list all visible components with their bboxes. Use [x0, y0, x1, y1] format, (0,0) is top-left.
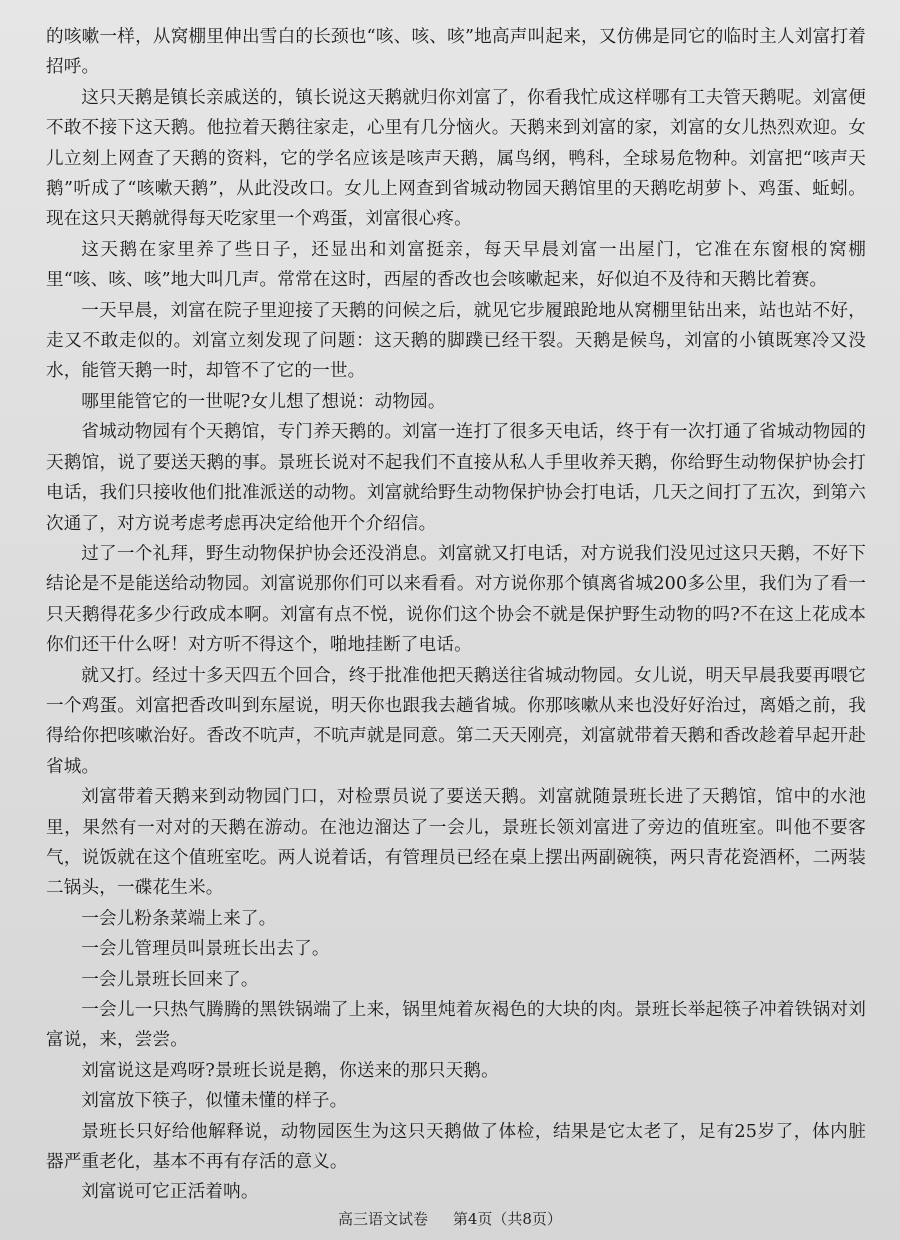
paragraph: 就又打。经过十多天四五个回合，终于批准他把天鹅送往省城动物园。女儿说，明天早晨我要再喂它一个鸡蛋。刘富把香改叫到东屋说，明天你也跟我去趟省城。你那咳嗽从来也没好好治过，离婚之前，我得给你把咳嗽治好。香改不吭声，不吭声就是同意。第二天天刚亮，刘富就带着天鹅和香改趁着早起开赴省城。: [46, 665, 866, 777]
exam-title: 高三语文试卷: [338, 1210, 429, 1228]
paragraph: 这只天鹅是镇长亲戚送的，镇长说这天鹅就归你刘富了，你看我忙成这样哪有工夫管天鹅呢。刘富便不敢不接下这天鹅。他拉着天鹅往家走，心里有几分恼火。天鹅来到刘富的家，刘富的女儿热烈欢迎。女儿立刻上网查了天鹅的资料，它的学名应该是咳声天鹅，属鸟纲，鸭科，全球易危物种。刘富把“咳声天鹅”听成了“咳嗽天鹅”，从此没改口。女儿上网查到省城动物园天鹅馆里的天鹅吃胡萝卜、鸡蛋、蚯蚓。现在这只天鹅就得每天吃家里一个鸡蛋，刘富很心疼。: [46, 87, 866, 230]
paragraph: 的咳嗽一样，从窝棚里伸出雪白的长颈也“咳、咳、咳”地高声叫起来，又仿佛是同它的临时主人刘富打着招呼。: [46, 27, 866, 78]
page-number: 第4页（共8页）: [452, 1210, 562, 1228]
paragraph: 一天早晨，刘富在院子里迎接了天鹅的问候之后，就见它步履踉跄地从窝棚里钻出来，站也站不好，走又不敢走似的。刘富立刻发现了问题：这天鹅的脚蹼已经干裂。天鹅是候鸟，刘富的小镇既寒冷又没水，能管天鹅一时，却管不了它的一世。: [46, 300, 866, 382]
paragraph: 刘富说可它正活着呐。: [81, 1182, 259, 1203]
paragraph: 这天鹅在家里养了些日子，还显出和刘富挺亲，每天早晨刘富一出屋门，它准在东窗根的窝棚里“咳、咳、咳”地大叫几声。常常在这时，西屋的香改也会咳嗽起来，好似迫不及待和天鹅比着赛。: [46, 239, 866, 291]
paragraph: 刘富放下筷子，似懂未懂的样子。: [81, 1091, 348, 1112]
paragraph: 景班长只好给他解释说，动物园医生为这只天鹅做了体检，结果是它太老了，足有25岁了，体内脏器严重老化，基本不再有存活的意义。: [46, 1121, 866, 1173]
paragraph: 刘富带着天鹅来到动物园门口，对检票员说了要送天鹅。刘富就随景班长进了天鹅馆，馆中的水池里，果然有一对对的天鹅在游动。在池边溜达了一会儿，景班长领刘富进了旁边的值班室。叫他不要客气，说饭就在这个值班室吃。两人说着话，有管理员已经在桌上摆出两副碗筷，两只青花瓷酒杯，二两装二锅头，一碟花生米。: [46, 787, 866, 899]
paragraph: 过了一个礼拜，野生动物保护协会还没消息。刘富就又打电话，对方说我们没见过这只天鹅，不好下结论是不是能送给动物园。刘富说那你们可以来看看。对方说你那个镇离省城200多公里，我们为了看一只天鹅得花多少行政成本啊。刘富有点不悦，说你们这个协会不就是保护野生动物的吗?不在这上花成本你们还干什么呀！对方听不得这个，啪地挂断了电话。: [46, 543, 866, 656]
paragraph: 哪里能管它的一世呢?女儿想了想说：动物园。: [81, 391, 446, 412]
page-footer: [0, 1208, 900, 1229]
paragraph: 一会儿一只热气腾腾的黑铁锅端了上来，锅里炖着灰褐色的大块的肉。景班长举起筷子冲着铁锅对刘富说，来，尝尝。: [46, 1000, 866, 1051]
paragraph: 一会儿景班长回来了。: [81, 969, 259, 990]
article-body: [46, 22, 866, 1208]
paragraph: 一会儿管理员叫景班长出去了。: [81, 939, 330, 960]
paragraph: 刘富说这是鸡呀?景班长说是鹅，你送来的那只天鹅。: [81, 1060, 499, 1081]
paragraph: 省城动物园有个天鹅馆，专门养天鹅的。刘富一连打了很多天电话，终于有一次打通了省城动物园的天鹅馆，说了要送天鹅的事。景班长说对不起我们不直接从私人手里收养天鹅，你给野生动物保护协会打电话，我们只接收他们批准派送的动物。刘富就给野生动物保护协会打电话，几天之间打了五次，到第六次通了，对方说考虑考虑再决定给他开个介绍信。: [46, 422, 866, 534]
paragraph: 一会儿粉条菜端上来了。: [81, 908, 277, 929]
